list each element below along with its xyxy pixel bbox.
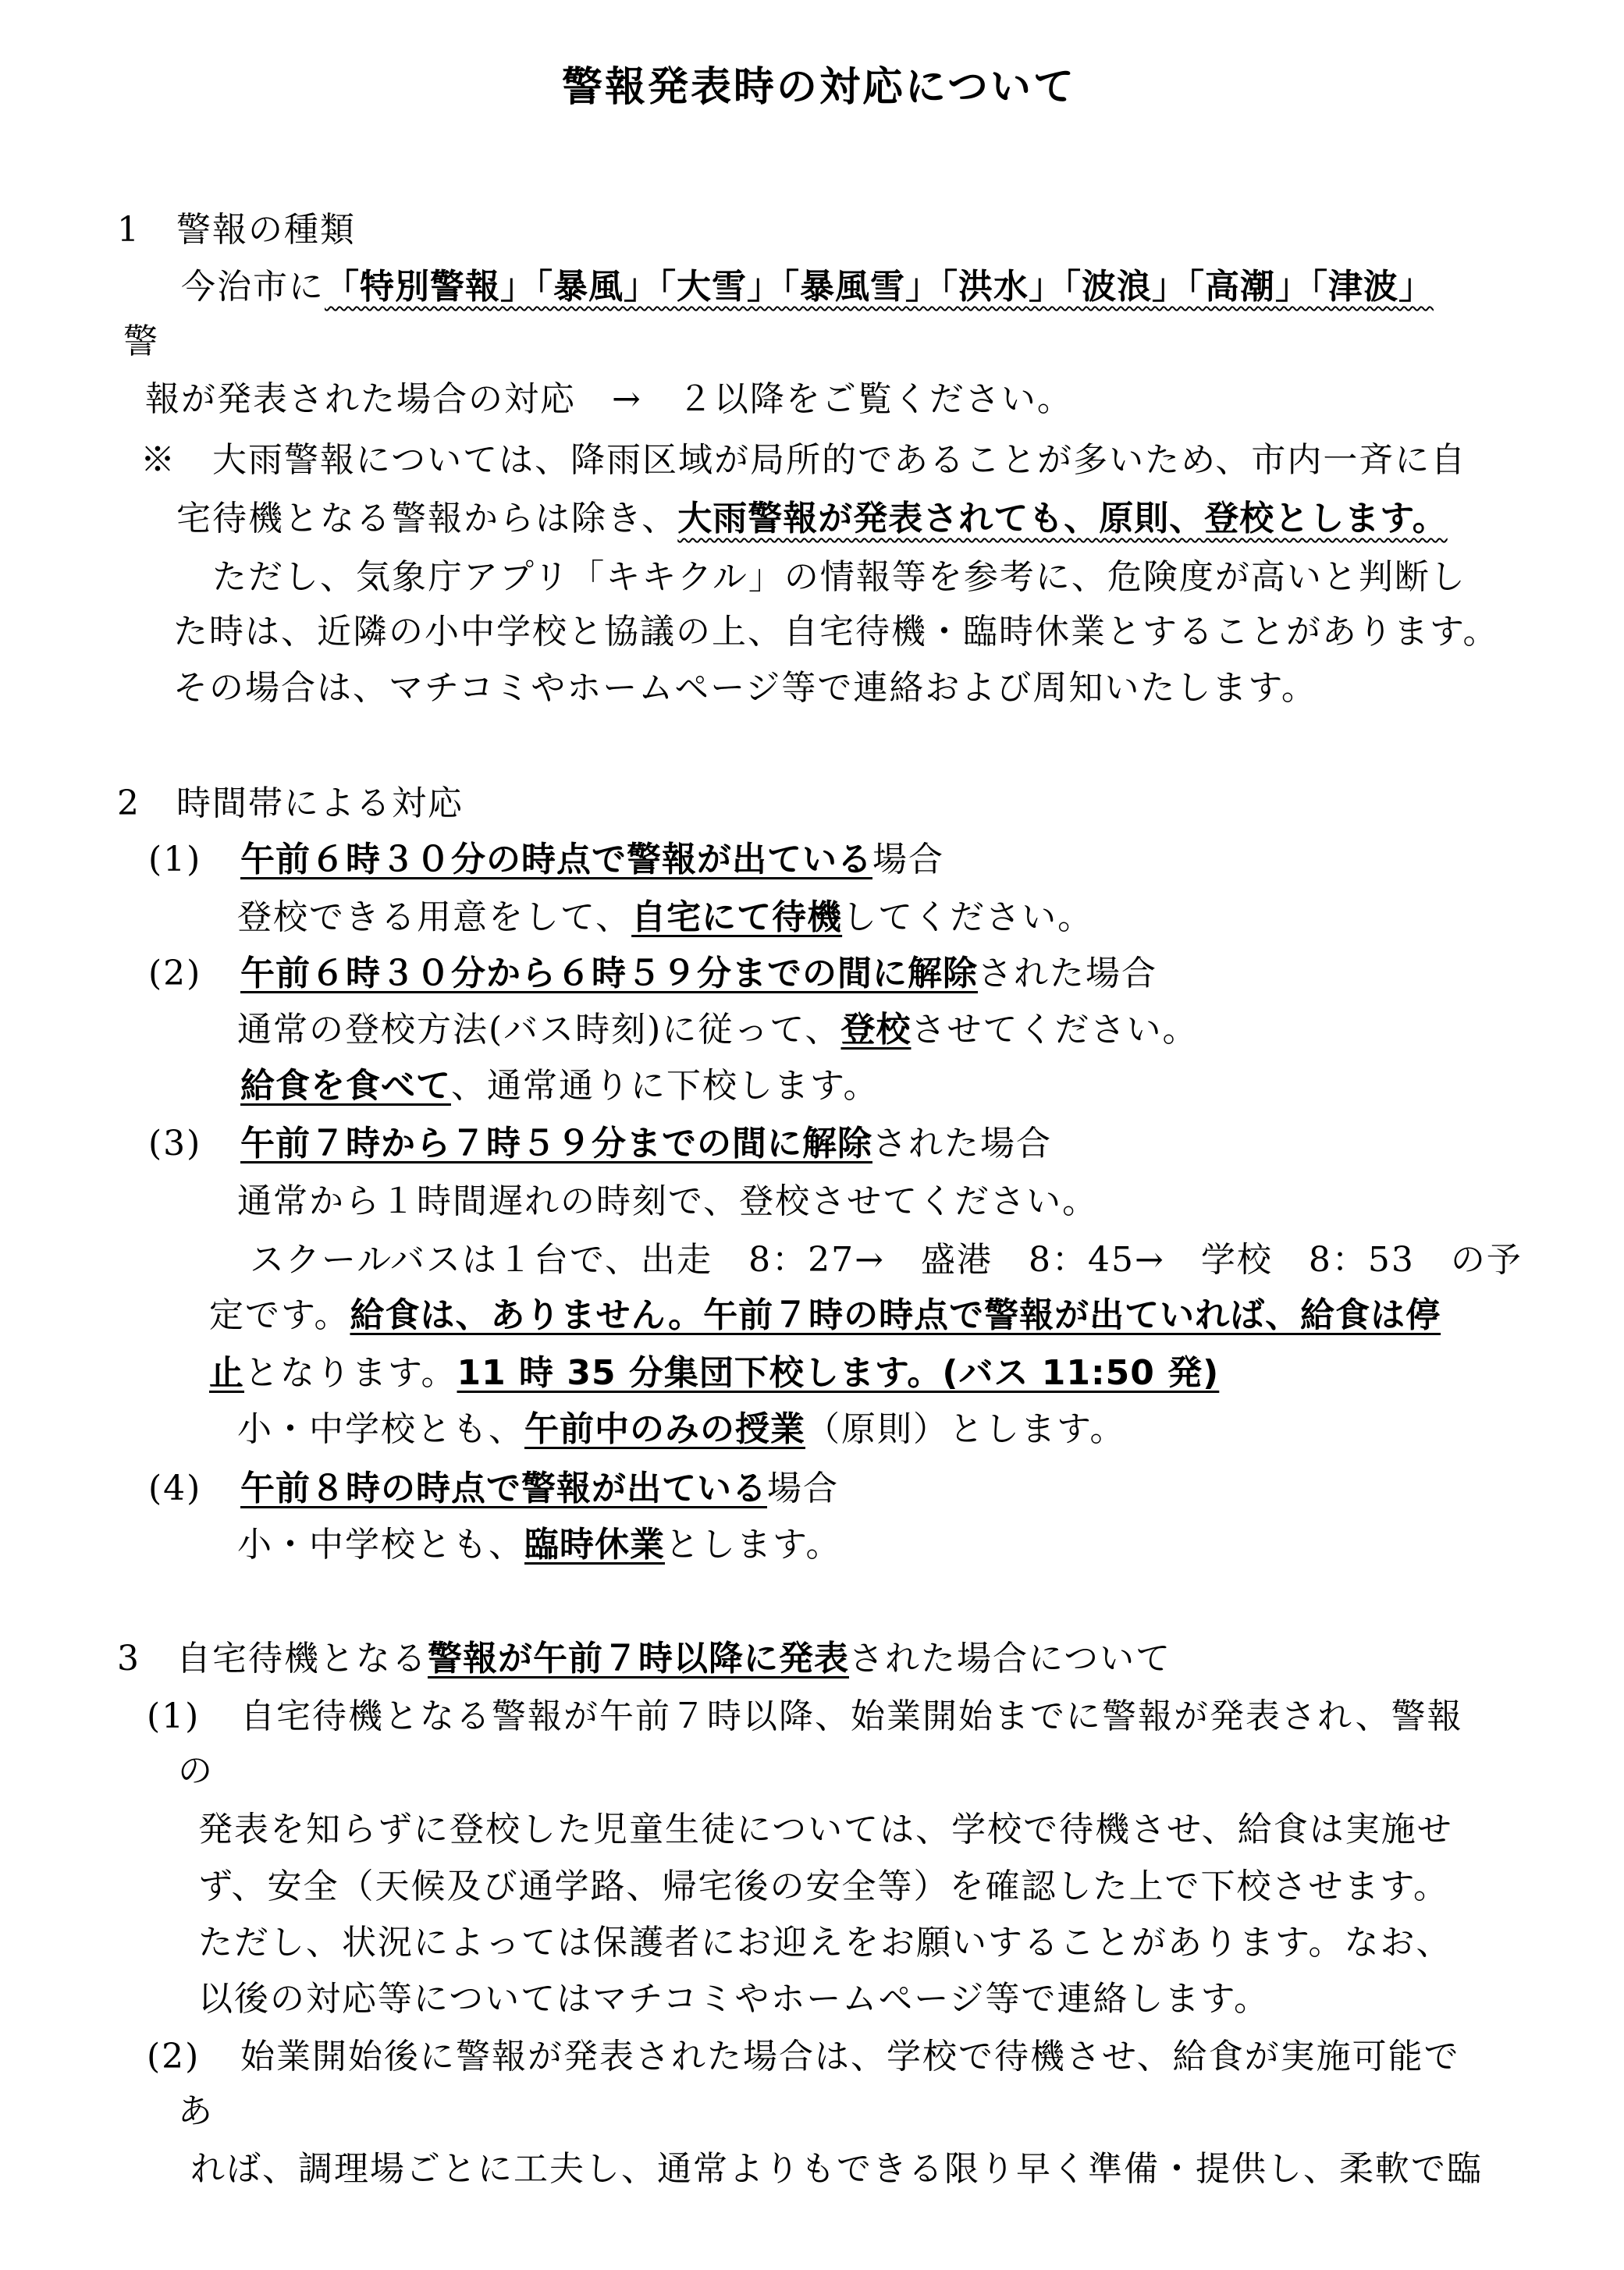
item2-3-condition: 午前７時から７時５９分までの間に解除 — [240, 1124, 872, 1163]
section1-line1-wrap: 警 — [123, 321, 159, 361]
heavy-rain-note-line3: ただし、気象庁アプリ「キキクル」の情報等を参考に、危険度が高いと判断し — [212, 557, 1466, 597]
item3-1-number: (1) — [147, 1696, 201, 1736]
item2-2-line1 — [240, 950, 1157, 997]
item2-3-line5 — [209, 1350, 1219, 1397]
item2-2-suffix: された場合 — [978, 954, 1157, 993]
item2-2-line2-suffix: させてください。 — [911, 1010, 1199, 1050]
item2-3-stop: 止 — [209, 1353, 244, 1393]
item3-1-line1: 自宅待機となる警報が午前７時以降、始業開始までに警報が発表され、警報 — [240, 1696, 1463, 1736]
item2-2-line3 — [240, 1063, 879, 1110]
section3-heading-suffix: された場合について — [849, 1639, 1172, 1679]
item3-1-line3: ず、安全（天候及び通学路、帰宅後の安全等）を確認した上で下校させます。 — [198, 1867, 1449, 1906]
section1-line2: 報が発表された場合の対応 → ２以降をご覧ください。 — [145, 379, 1073, 419]
section3-heading — [117, 1636, 1171, 1682]
item2-1-action: 自宅にて待機 — [631, 897, 843, 937]
item2-3-line6-suffix: （原則）とします。 — [805, 1409, 1126, 1449]
heavy-rain-note-line4: た時は、近隣の小中学校と協議の上、自宅待機・臨時休業とすることがあります。 — [173, 612, 1499, 652]
item3-2-line1: 始業開始後に警報が発表された場合は、学校で待機させ、給食が実施可能で — [240, 2037, 1460, 2076]
item2-4-line2 — [237, 1522, 841, 1568]
item2-3-line2: 通常から１時間遅れの時刻で、登校させてください。 — [237, 1181, 1099, 1221]
item3-2-line2: れば、調理場ごとに工夫し、通常よりもできる限り早く準備・提供し、柔軟で臨 — [190, 2149, 1483, 2189]
section1-heading: 1 警報の種類 — [117, 210, 356, 250]
item2-4-line1 — [240, 1465, 839, 1512]
item2-1-line2-suffix: してください。 — [842, 897, 1094, 937]
section3-heading-key: 警報が午前７時以降に発表 — [428, 1639, 849, 1679]
heavy-rain-note-line2-prefix: 宅待機となる警報からは除き、 — [176, 499, 678, 538]
item2-3-line5-mid: となります。 — [244, 1353, 457, 1393]
section1-line1 — [181, 264, 1434, 311]
item2-2-line2 — [237, 1007, 1198, 1053]
item2-3-suffix: された場合 — [872, 1124, 1052, 1163]
warning-types: 「特別警報」「暴風」「大雪」「暴風雪」「洪水」「波浪」「高潮」「津波」 — [325, 267, 1434, 307]
item3-1-line5: 以後の対応等についてはマチコミやホームページ等で連絡します。 — [198, 1979, 1270, 2019]
heavy-rain-note-line5: その場合は、マチコミやホームページ等で連絡および周知いたします。 — [173, 668, 1317, 708]
heavy-rain-note-line1: ※ 大雨警報については、降雨区域が局所的であることが多いため、市内一斉に自 — [140, 440, 1467, 480]
item2-3-number: (3) — [148, 1124, 202, 1163]
item2-1-condition: 午前６時３０分の時点で警報が出ている — [240, 840, 872, 879]
item2-3-bus-schedule: スクールバスは１台で、出走 8：27→ 盛港 8：45→ 学校 8：53 の予 — [250, 1240, 1523, 1280]
item2-3-line6-prefix: 小・中学校とも、 — [237, 1409, 524, 1449]
heavy-rain-note-line2 — [176, 496, 1448, 542]
page-title: 警報発表時の対応について — [562, 63, 1076, 111]
item2-3-line6 — [237, 1406, 1125, 1453]
item2-1-suffix: 場合 — [872, 840, 944, 879]
section2-heading: 2 時間帯による対応 — [117, 783, 464, 823]
item3-1-line1-wrap: の — [178, 1751, 214, 1791]
item2-3-no-lunch: 給食は、ありません。午前７時の時点で警報が出ていれば、給食は停 — [350, 1295, 1441, 1335]
item2-1-number: (1) — [148, 840, 202, 879]
item2-2-number: (2) — [148, 954, 202, 993]
item2-2-action: 登校 — [840, 1010, 912, 1050]
heavy-rain-rule: 大雨警報が発表されても、原則、登校とします。 — [677, 499, 1448, 538]
item2-4-line2-suffix: とします。 — [665, 1525, 842, 1565]
item2-2-line3-suffix: 、通常通りに下校します。 — [451, 1066, 880, 1106]
item3-1-line2: 発表を知らずに登校した児童生徒については、学校で待機させ、給食は実施せ — [198, 1810, 1453, 1849]
item2-4-closure: 臨時休業 — [524, 1525, 665, 1565]
item3-1-line4: ただし、状況によっては保護者にお迎えをお願いすることがあります。なお、 — [198, 1923, 1452, 1963]
item2-3-line1 — [240, 1121, 1052, 1167]
item2-1-line2 — [237, 894, 1093, 941]
item2-2-line2-prefix: 通常の登校方法(バス時刻)に従って、 — [237, 1010, 841, 1050]
section1-line1-prefix: 今治市に — [181, 267, 325, 307]
section3-heading-prefix: 3 自宅待機となる — [117, 1639, 428, 1679]
item2-3-morning-only: 午前中のみの授業 — [524, 1409, 805, 1449]
item3-2-line1-wrap: あ — [178, 2091, 214, 2131]
item2-4-number: (4) — [148, 1469, 202, 1508]
item2-2-condition: 午前６時３０分から６時５９分までの間に解除 — [240, 954, 978, 993]
item2-4-suffix: 場合 — [767, 1469, 839, 1508]
item2-3-dismissal: 11 時 35 分集団下校します。(バス 11:50 発) — [457, 1353, 1220, 1393]
item2-4-line2-prefix: 小・中学校とも、 — [237, 1525, 524, 1565]
item2-1-line1 — [240, 837, 944, 883]
item3-2-number: (2) — [147, 2037, 201, 2076]
item2-3-line4-prefix: 定です。 — [209, 1295, 350, 1335]
item2-1-line2-prefix: 登校できる用意をして、 — [237, 897, 632, 937]
item2-4-condition: 午前８時の時点で警報が出ている — [240, 1469, 767, 1508]
item2-3-line4 — [209, 1292, 1441, 1339]
item2-2-lunch: 給食を食べて — [240, 1066, 451, 1106]
